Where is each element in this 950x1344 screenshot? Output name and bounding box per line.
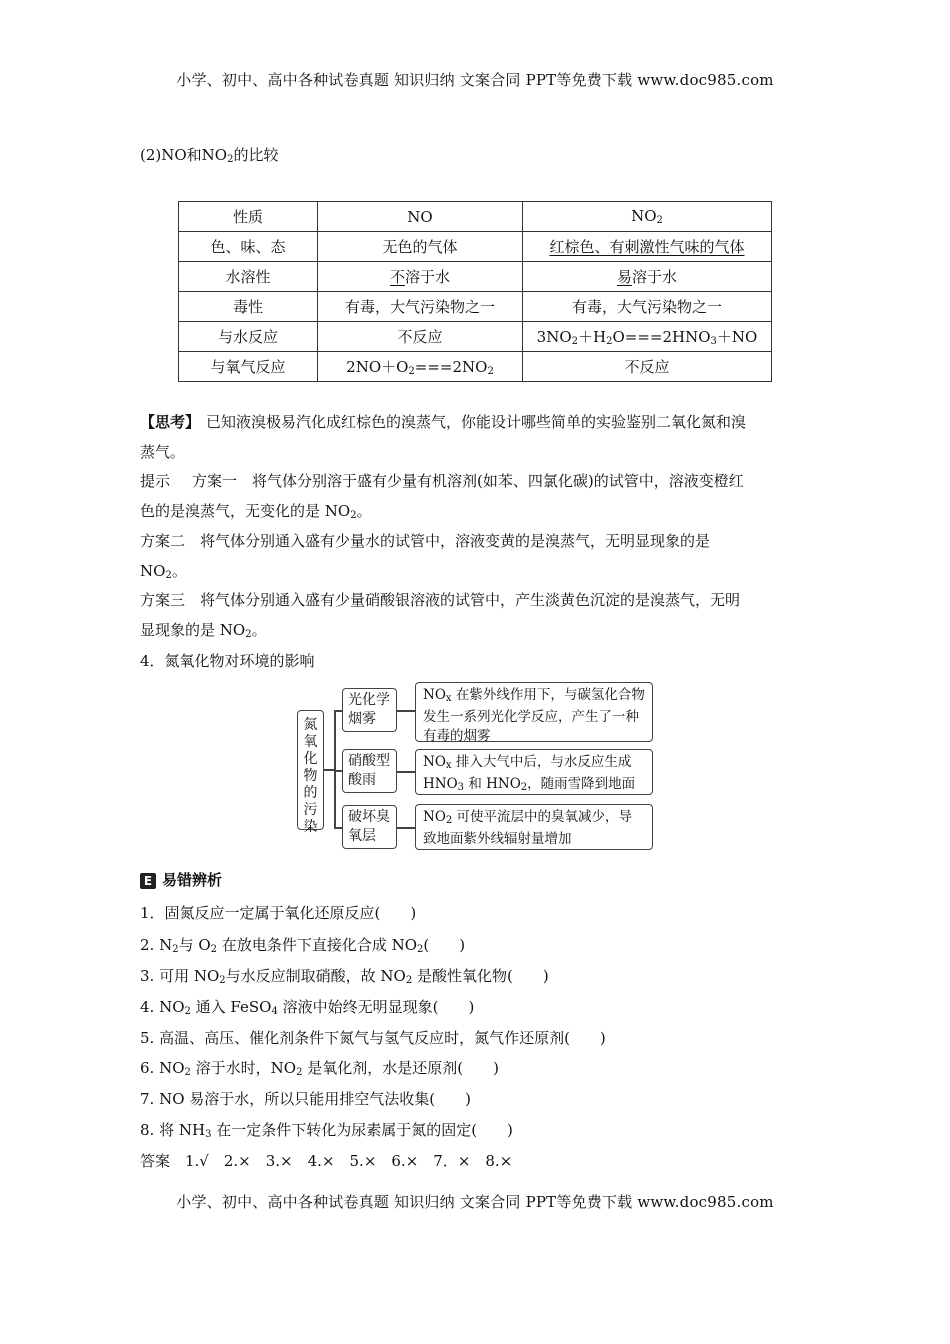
- table-cell: $2NO+O_2===2NO_2$: [318, 352, 523, 382]
- hint-plan-2: 方案二 将气体分别通入盛有少量水的试管中，溶液变黄的是溴蒸气，无明显现象的是 $NO_2$。: [140, 532, 711, 581]
- think-question: 【思考】 已知液溴极易汽化成红棕色的溴蒸气，你能设计哪些简单的实验鉴别二氧化氮和溴 蒸气。: [140, 413, 747, 461]
- table-row: [179, 202, 772, 232]
- table-cell: 无色的气体: [318, 232, 523, 262]
- connector-line: [334, 827, 342, 829]
- connector-line: [397, 827, 415, 829]
- list-item: 1．固氮反应一定属于氧化还原反应( ): [140, 904, 417, 922]
- list-item: 8. 将 $NH_3$ 在一定条件下转化为尿素属于氮的固定( ): [140, 1121, 513, 1140]
- table-row: [179, 322, 772, 352]
- table-row: [179, 262, 772, 292]
- think-label: 【思考】: [140, 413, 201, 431]
- connector-line: [324, 769, 334, 771]
- table-cell: 色、味、态: [179, 232, 318, 262]
- table-cell: 与氧气反应: [179, 352, 318, 382]
- list-item: 6. $NO_2$ 溶于水时，$NO_2$ 是氧化剂，水是还原剂( ): [140, 1059, 499, 1078]
- list-item: 4. $NO_2$ 通入 FeSO$_4$ 溶液中始终无明显现象( ): [140, 998, 475, 1017]
- table-cell: 与水反应: [179, 322, 318, 352]
- diagram-category-photochemical-smog: 光化学烟雾: [342, 688, 397, 732]
- list-item: 3. 可用 $NO_2$与水反应制取硝酸，故 $NO_2$ 是酸性氧化物( ): [140, 967, 549, 986]
- diagram-desc-photochemical-smog: $NO_x$ 在紫外线作用下，与碳氢化合物发生一系列光化学反应，产生了一种有毒的烟雾: [415, 682, 653, 742]
- page-header: 小学、初中、高中各种试卷真题 知识归纳 文案合同 PPT等免费下载 www.doc985.com: [176, 71, 774, 89]
- table-row: [179, 292, 772, 322]
- table-cell: 红棕色、有刺激性气味的气体: [523, 232, 772, 262]
- diagram-category-acid-rain: 硝酸型酸雨: [342, 749, 397, 793]
- table-cell: 易溶于水: [523, 262, 772, 292]
- table-cell: 性质: [179, 202, 318, 232]
- hint-label: 提示: [140, 472, 171, 490]
- table-cell: 不反应: [318, 322, 523, 352]
- table-cell: $NO_2$: [523, 202, 772, 232]
- section-4-title: 4．氮氧化物对环境的影响: [140, 652, 315, 670]
- table-row: [179, 232, 772, 262]
- hint-plan-3: 方案三 将气体分别通入盛有少量硝酸银溶液的试管中，产生淡黄色沉淀的是溴蒸气，无明 显现象的是 $NO_2$。: [140, 591, 741, 640]
- page-footer: 小学、初中、高中各种试卷真题 知识归纳 文案合同 PPT等免费下载 www.doc985.com: [176, 1193, 774, 1211]
- hint-plan-1: 提示 方案一 将气体分别溶于盛有少量有机溶剂(如苯、四氯化碳)的试管中，溶液变橙红 色的是溴蒸气，无变化的是 $NO_2$。: [140, 472, 744, 521]
- diagram-root-box: 氮氧化物的污染: [297, 710, 324, 830]
- table-cell: 不溶于水: [318, 262, 523, 292]
- connector-line: [334, 770, 342, 772]
- table-cell: NO: [318, 202, 523, 232]
- connector-line: [397, 771, 415, 773]
- diagram-desc-ozone: $NO_2$ 可使平流层中的臭氧减少，导致地面紫外线辐射量增加: [415, 804, 653, 850]
- diagram-desc-acid-rain: $NO_x$ 排入大气中后，与水反应生成 $HNO_3$ 和 $HNO_2$，随雨雪降到地面: [415, 749, 653, 795]
- section-e-icon: E: [140, 873, 156, 889]
- comparison-table: [178, 201, 772, 382]
- answer-line: 答案 1.√ 2.× 3.× 4.× 5.× 6.× 7．× 8.×: [140, 1152, 513, 1170]
- table-cell: 有毒，大气污染物之一: [523, 292, 772, 322]
- list-item: 7. NO 易溶于水，所以只能用排空气法收集( ): [140, 1090, 471, 1108]
- table-cell: 不反应: [523, 352, 772, 382]
- table-cell: 水溶性: [179, 262, 318, 292]
- table-row: [179, 352, 772, 382]
- table-cell: $3NO_2+H_2O===2HNO_3+NO$: [523, 322, 772, 352]
- diagram-category-ozone: 破坏臭氧层: [342, 805, 397, 849]
- list-item: 5. 高温、高压、催化剂条件下氮气与氢气反应时，氮气作还原剂( ): [140, 1029, 606, 1047]
- connector-line: [397, 710, 415, 712]
- list-item: 2. $N_2$与 $O_2$ 在放电条件下直接化合成 $NO_2$( ): [140, 936, 466, 955]
- section-2-title: (2)NO和$NO_2$的比较: [140, 146, 279, 165]
- table-cell: 有毒，大气污染物之一: [318, 292, 523, 322]
- connector-line: [334, 710, 336, 828]
- table-cell: 毒性: [179, 292, 318, 322]
- errors-title: E 易错辨析: [140, 869, 222, 891]
- connector-line: [334, 710, 342, 712]
